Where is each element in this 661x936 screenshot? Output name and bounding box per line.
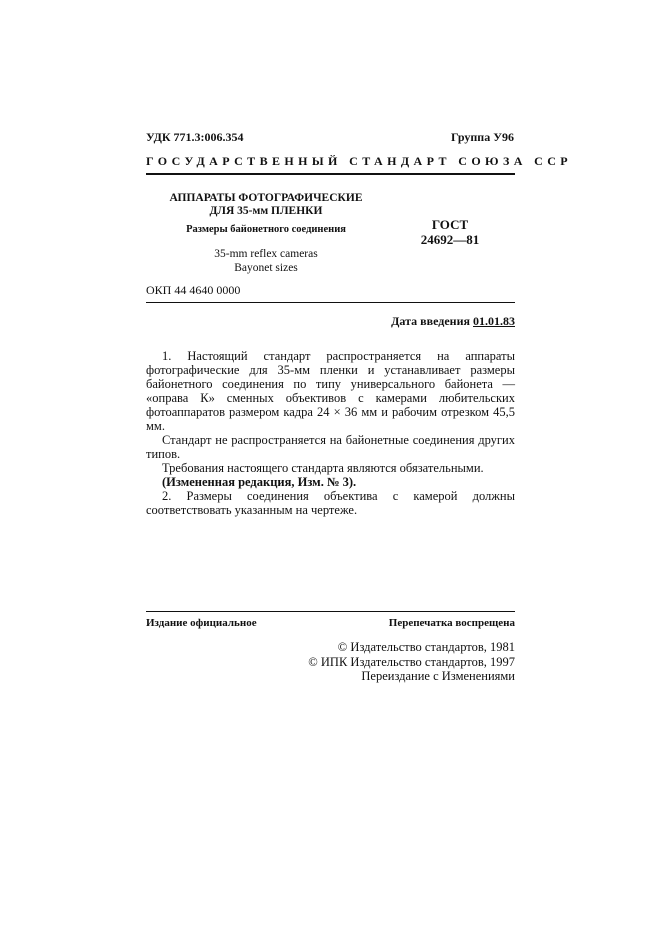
gost-designation xyxy=(400,217,500,247)
udk-code: УДК 771.3:006.354 xyxy=(146,130,244,144)
paragraph-scope: 1. Настоящий стандарт распространяется на аппараты фотографические для 35-мм пленки и устанавливает размеры байонетного соединения по типу универсального байонета — «оправа К» сменных объективов с камерами любительских фотоаппаратов размером кадра 24 × 36 мм и рабочим отрезком 45,5 мм. xyxy=(146,349,515,433)
bottom-rule xyxy=(146,611,515,612)
gost-number: 24692—81 xyxy=(420,232,480,247)
copyright-1997: © ИПК Издательство стандартов, 1997 xyxy=(308,654,515,669)
paragraph-exclusion: Стандарт не распространяется на байонетные соединения других типов. xyxy=(146,433,515,461)
state-standard-heading: ГОСУДАРСТВЕННЫЙ СТАНДАРТ СОЮЗА ССР xyxy=(146,154,573,168)
introduction-date-value: 01.01.83 xyxy=(473,314,515,328)
english-title xyxy=(146,247,386,275)
document-title xyxy=(146,192,386,218)
title-line-1: АППАРАТЫ ФОТОГРАФИЧЕСКИЕ xyxy=(169,192,363,204)
paragraph-amendment: (Измененная редакция, Изм. № 3). xyxy=(162,475,357,489)
reissue-note: Переиздание с Изменениями xyxy=(361,669,515,683)
gost-label: ГОСТ xyxy=(431,217,469,232)
group-code: Группа У96 xyxy=(450,130,514,144)
copyright-block xyxy=(308,640,515,684)
top-rule xyxy=(146,173,515,175)
paragraph-mandatory: Требования настоящего стандарта являются обязательными. xyxy=(162,461,484,475)
title-line-2: ДЛЯ 35-мм ПЛЕНКИ xyxy=(209,205,323,217)
paragraph-dimensions: 2. Размеры соединения объектива с камерой должны соответствовать указанным на чертеже. xyxy=(146,489,515,517)
english-title-line-2: Bayonet sizes xyxy=(234,262,298,274)
document-subtitle: Размеры байонетного соединения xyxy=(186,224,346,235)
introduction-date-label: Дата введения xyxy=(391,314,470,328)
english-title-line-1: 35-mm reflex cameras xyxy=(214,248,318,260)
copyright-1981: © Издательство стандартов, 1981 xyxy=(337,640,515,654)
body-text xyxy=(146,349,515,517)
official-edition-label: Издание официальное xyxy=(146,617,257,629)
okp-code: ОКП 44 4640 0000 xyxy=(146,283,241,297)
middle-rule xyxy=(146,302,515,303)
reprint-prohibited-label: Перепечатка воспрещена xyxy=(388,617,515,629)
introduction-date xyxy=(391,314,515,329)
